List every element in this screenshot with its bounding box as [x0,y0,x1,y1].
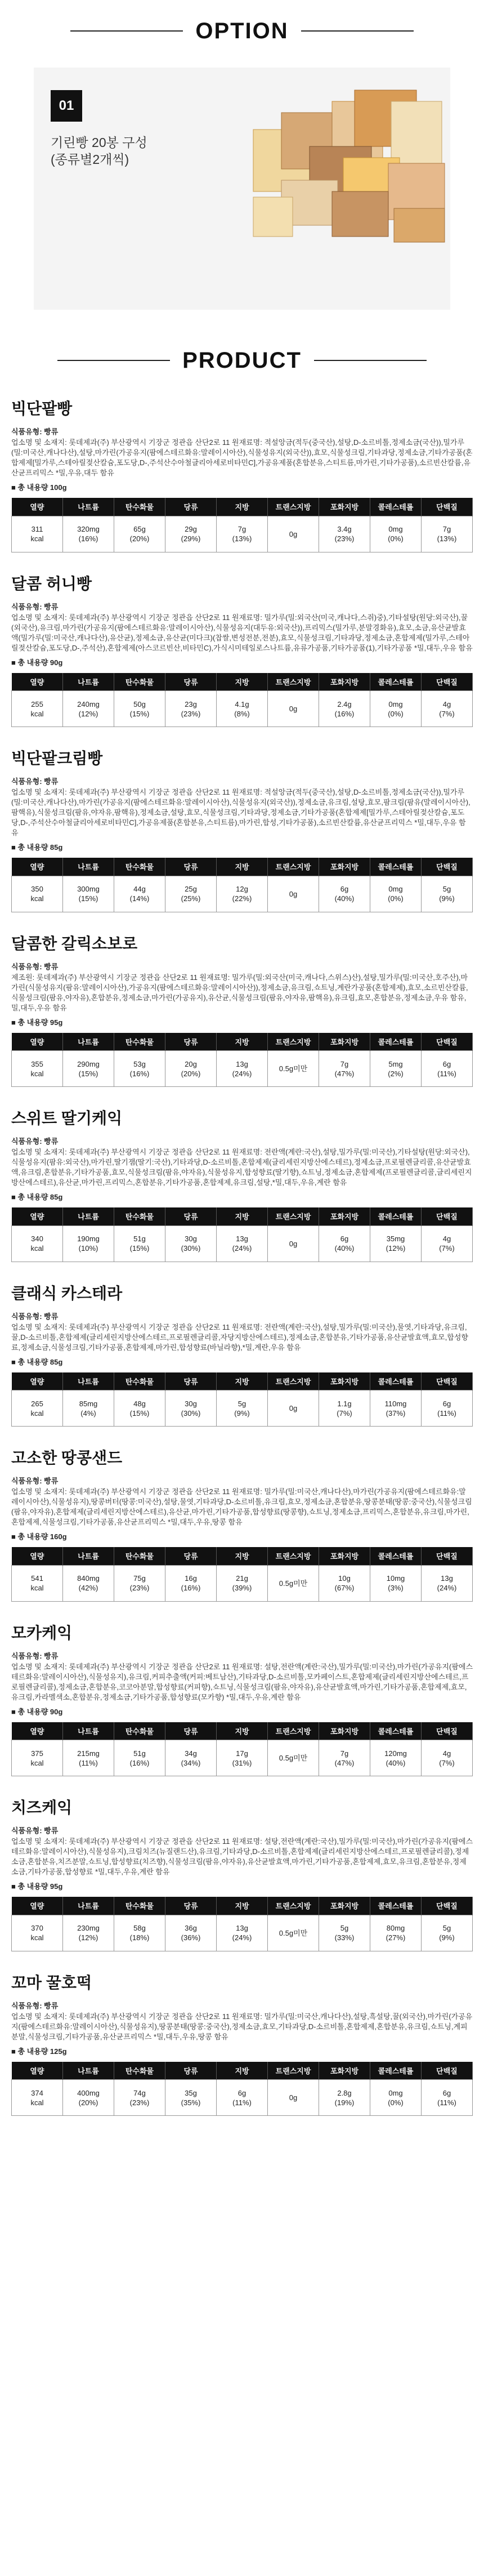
nutrition-header-cell: 당류 [165,673,217,691]
nutrition-value-cell: 110mg (37%) [370,1390,422,1427]
nutrition-value-cell: 0g [268,2080,319,2116]
nutrition-header-cell: 열량 [12,1897,63,1915]
net-weight [11,1356,473,1367]
nutrition-value-cell: 75g (23%) [114,1565,165,1601]
nutrition-value-cell: 290mg (15%) [63,1051,114,1087]
nutrition-value-row [12,2080,473,2116]
ingredients-text: 업소명 및 소재지: 롯데제과(주) 부산광역시 기장군 정관읍 산단2로 11 원재료명: 전란액(계란:국산),설탕,밀가루(밀:미국산),물엿,기타과당,유크림,꿀,D-소르비톨,혼합제제(글리세린지방산에스테르,프로필렌글리콜,자당지방산에스테르),정제소금,혼합분유,기타가공품,유산균발효액,효모,합성향료,정제소금,식물성크림,기타가공품,혼합제제,마가린,합성향료(바닐라향),*밀,계란,우유 함유 [11,1322,468,1352]
product-block [0,572,484,728]
net-weight [11,841,473,852]
nutrition-table [11,1207,473,1262]
product-title: PRODUCT [182,347,302,373]
nutrition-value-cell: 255 kcal [12,691,63,727]
nutrition-value-cell: 6g (11%) [422,1390,473,1427]
nutrition-header-cell: 당류 [165,2062,217,2080]
nutrition-header-cell: 열량 [12,1722,63,1740]
nutrition-header-cell: 단백질 [422,858,473,876]
nutrition-header-cell: 트랜스지방 [268,1897,319,1915]
nutrition-header-cell: 콜레스테롤 [370,1372,422,1390]
nutrition-value-row [12,691,473,727]
nutrition-value-cell: 0mg (0%) [370,691,422,727]
nutrition-header-cell: 지방 [217,1372,268,1390]
nutrition-header-cell: 지방 [217,1033,268,1051]
nutrition-value-cell: 44g (14%) [114,876,165,912]
nutrition-value-cell: 400mg (20%) [63,2080,114,2116]
nutrition-value-cell: 34g (34%) [165,1740,217,1776]
title-divider-right [301,30,414,32]
nutrition-value-cell: 23g (23%) [165,691,217,727]
nutrition-header-row [12,1033,473,1051]
nutrition-value-cell: 2.4g (16%) [319,691,370,727]
product-block [0,1795,484,1951]
option-line-1: 기린빵 20봉 구성 [51,135,147,150]
nutrition-value-cell: 50g (15%) [114,691,165,727]
nutrition-header-cell: 지방 [217,1897,268,1915]
nutrition-header-cell: 콜레스테롤 [370,1207,422,1225]
nutrition-value-cell: 35mg (12%) [370,1225,422,1262]
nutrition-header-cell: 트랜스지방 [268,1722,319,1740]
nutrition-value-cell: 6g (11%) [217,2080,268,2116]
net-weight [11,1880,473,1891]
nutrition-value-row [12,876,473,912]
ingredients-text: 업소명 및 소재지: 롯데제과(주) 부산광역시 기장군 정관읍 산단2로 11 원재료명: 설탕,전란액(계란:국산),밀가루(밀:미국산),마가린(가공유지(팜에스테르화유:말레이시아산),식물성유지),크림치즈(뉴질랜드산),유크림,기타과당,D-소르비톨,혼합제제(글리세린지방산에스테르,프로필렌글리콜),정제소금,혼합분유,치즈분말,쇼트닝,합성향료(치즈향),식물성크림(팜유,야자유),유산균발효액,마가린,기타가공품,혼합제제,효모,유크림,혼합분유,정제소금,기타가공품,합성향료 *밀,대두,우유,계란 함유 [11,1837,473,1876]
ingredients-text: 업소명 및 소재지: 롯데제과(주) 부산광역시 기장군 정관읍 산단2로 11 원재료명: 밀가루(밀:외국산(미국,캐나다,스쥐)중),기타설탕(원당:외국산),꿀(외국산),유크림,마가린(가공유지(팜에스테르화유:말레이시아산),식물성유지(대두유:외국산)),프리믹스(밀가루,분말경화유),효모,소금,유산균발효액(밀가루(밀:미국산,캐나다산),유산균),정제소금,유산균(미다크)(찹쌀,변성전분,전분),효모,식물성크림,기타과당,정제소금,혼합제제(밀가루,스테아릴젖산칼슘,포도당,D-,주석산),혼합제제(아스코르빈산,비타민C),가식시미테일로스나트륨,유류가공품,기타가공품(1),기타가공품 *밀,대두,우유 함유 [11,613,473,652]
net-weight-text: 총 내용량 85g [17,1193,63,1201]
nutrition-header-cell: 탄수화물 [114,1722,165,1740]
nutrition-header-cell: 트랜스지방 [268,673,319,691]
nutrition-header-cell: 열량 [12,1207,63,1225]
nutrition-header-cell: 탄수화물 [114,1897,165,1915]
nutrition-header-cell: 당류 [165,1547,217,1565]
nutrition-header-cell: 나트륨 [63,1372,114,1390]
food-type: 식품유형: 빵류 [11,1477,59,1485]
nutrition-value-cell: 6g (40%) [319,876,370,912]
nutrition-value-cell: 0.5g미만 [268,1565,319,1601]
nutrition-header-cell: 탄수화물 [114,1547,165,1565]
nutrition-value-cell: 215mg (11%) [63,1740,114,1776]
nutrition-value-cell: 36g (36%) [165,1915,217,1951]
product-name: 달콤 허니빵 [11,574,92,592]
nutrition-header-cell: 단백질 [422,1722,473,1740]
food-type: 식품유형: 빵류 [11,777,59,786]
nutrition-value-cell: 0.5g미만 [268,1915,319,1951]
nutrition-value-cell: 840mg (42%) [63,1565,114,1601]
product-name: 모카케익 [11,1624,73,1642]
nutrition-value-cell: 58g (18%) [114,1915,165,1951]
food-type: 식품유형: 빵류 [11,962,59,971]
nutrition-header-cell: 열량 [12,2062,63,2080]
nutrition-value-cell: 0g [268,516,319,552]
net-weight-text: 총 내용량 85g [17,843,63,852]
product-name: 빅단팥빵 [11,400,73,417]
nutrition-value-row [12,1915,473,1951]
ingredients-text: 업소명 및 소재지: 롯데제과(주) 부산광역시 기장군 정관읍 산단2로 11 원재료명: 밀가루(밀:미국산,캐나다산),설탕,흑설탕,꿀(외국산),마가린(가공유지(팜에스테르화유:말레이시아산),식물성유지),땅콩분태(땅콩:중국산),정제소금,효모,기타과당,D-소르비톨,혼합제제,혼합분유,유크림,쇼트닝,계피분말,식물성크림,기타가공품,유산균프리믹스 *밀,대두,우유,땅콩 함유 [11,2012,473,2041]
nutrition-header-cell: 포화지방 [319,1372,370,1390]
nutrition-header-cell: 단백질 [422,2062,473,2080]
nutrition-header-cell: 지방 [217,673,268,691]
nutrition-header-cell: 콜레스테롤 [370,1897,422,1915]
net-weight-text: 총 내용량 85g [17,1357,63,1366]
nutrition-value-cell: 0g [268,1225,319,1262]
nutrition-header-cell: 콜레스테롤 [370,2062,422,2080]
nutrition-value-cell: 0.5g미만 [268,1051,319,1087]
net-weight-text: 총 내용량 125g [17,2047,67,2056]
nutrition-header-cell: 콜레스테롤 [370,1033,422,1051]
nutrition-header-cell: 열량 [12,498,63,516]
nutrition-header-cell: 포화지방 [319,1033,370,1051]
nutrition-value-cell: 340 kcal [12,1225,63,1262]
product-block [0,932,484,1088]
nutrition-header-row [12,1547,473,1565]
nutrition-table [11,2062,473,2116]
nutrition-header-cell: 당류 [165,498,217,516]
product-name: 스위트 딸기케익 [11,1109,123,1127]
nutrition-header-cell: 열량 [12,1372,63,1390]
nutrition-value-cell: 375 kcal [12,1740,63,1776]
product-block [0,396,484,552]
net-weight [11,657,473,667]
food-type: 식품유형: 빵류 [11,427,59,436]
nutrition-header-cell: 포화지방 [319,673,370,691]
product-block [0,746,484,912]
net-weight [11,482,473,492]
nutrition-value-cell: 13g (24%) [217,1225,268,1262]
net-weight-text: 총 내용량 90g [17,658,63,667]
nutrition-value-cell: 374 kcal [12,2080,63,2116]
nutrition-header-cell: 트랜스지방 [268,1547,319,1565]
nutrition-header-cell: 포화지방 [319,498,370,516]
nutrition-header-row [12,1372,473,1390]
nutrition-value-cell: 5g (33%) [319,1915,370,1951]
nutrition-header-cell: 나트륨 [63,1207,114,1225]
nutrition-header-row [12,498,473,516]
nutrition-value-cell: 350 kcal [12,876,63,912]
nutrition-header-cell: 탄수화물 [114,673,165,691]
nutrition-header-cell: 콜레스테롤 [370,1547,422,1565]
nutrition-value-cell: 30g (30%) [165,1390,217,1427]
product-block [0,1106,484,1262]
nutrition-value-cell: 5g (9%) [217,1390,268,1427]
nutrition-value-cell: 25g (25%) [165,876,217,912]
option-title: OPTION [195,18,289,43]
option-card [34,68,450,310]
nutrition-header-row [12,673,473,691]
net-weight [11,1191,473,1202]
product-list [0,396,484,2116]
nutrition-value-cell: 355 kcal [12,1051,63,1087]
nutrition-value-cell: 10mg (3%) [370,1565,422,1601]
nutrition-value-row [12,1051,473,1087]
nutrition-header-cell: 지방 [217,1722,268,1740]
nutrition-value-cell: 5g (9%) [422,876,473,912]
bullet-icon: ■ [11,1532,18,1541]
nutrition-header-cell: 포화지방 [319,858,370,876]
nutrition-header-cell: 포화지방 [319,1897,370,1915]
net-weight-text: 총 내용량 160g [17,1532,67,1541]
nutrition-header-cell: 당류 [165,1033,217,1051]
nutrition-value-cell: 30g (30%) [165,1225,217,1262]
option-number-badge: 01 [51,90,82,122]
nutrition-value-cell: 0g [268,691,319,727]
nutrition-value-cell: 6g (11%) [422,1051,473,1087]
nutrition-header-cell: 포화지방 [319,1722,370,1740]
product-block [0,1281,484,1427]
nutrition-header-cell: 트랜스지방 [268,1372,319,1390]
bullet-icon: ■ [11,658,18,667]
nutrition-header-cell: 트랜스지방 [268,858,319,876]
nutrition-value-cell: 80mg (27%) [370,1915,422,1951]
nutrition-header-row [12,2062,473,2080]
nutrition-value-cell: 0mg (0%) [370,876,422,912]
net-weight-text: 총 내용량 95g [17,1882,63,1891]
nutrition-header-cell: 단백질 [422,1897,473,1915]
nutrition-header-cell: 지방 [217,498,268,516]
ingredients-text: 제조원: 롯데제과(주) 부산광역시 기장군 정관읍 산단2로 11 원재료명: 밀가루(밀:외국산(미국,캐나다,스위스)산),설탕,밀가루(밀:미국산,호주산),마가린(식물성유지(팜유:말레이시아산),가공유지(팜에스테르화유:말레이시아산)),정제소금,유크림,쇼트닝,계란가공품(혼합제제),효모,소르빈산칼륨,식물성크림(팜유,야자유),혼합분유,정제소금,마가린(가공유지),유산균,식물성크림(팜유,야자유,팜핵유),유크림,효모,혼합분유,정제소금,우유 함유,밀,대두,우유 함유 [11,973,468,1012]
nutrition-value-cell: 29g (29%) [165,516,217,552]
nutrition-value-cell: 4g (7%) [422,1225,473,1262]
product-name: 빅단팥크림빵 [11,750,103,767]
nutrition-value-row [12,1390,473,1427]
product-block [0,1971,484,2116]
nutrition-header-row [12,1722,473,1740]
nutrition-header-cell: 나트륨 [63,1722,114,1740]
nutrition-header-cell: 나트륨 [63,858,114,876]
nutrition-value-cell: 20g (20%) [165,1051,217,1087]
product-package-image [248,79,456,248]
nutrition-value-cell: 6g (11%) [422,2080,473,2116]
nutrition-header-cell: 당류 [165,1372,217,1390]
nutrition-header-cell: 열량 [12,1033,63,1051]
bullet-icon: ■ [11,1707,18,1716]
nutrition-value-cell: 4g (7%) [422,691,473,727]
ingredients-text: 업소명 및 소재지: 롯데제과(주) 부산광역시 기장군 정관읍 산단2로 11 원재료명: 밀가루(밀:미국산,캐나다산),마가린(가공유지(팜에스테르화유:말레이시아산),식물성유지),땅콩버터(땅콩:미국산),설탕,물엿,기타과당,D-소르비톨,유크림,효모,정제소금,혼합분유,땅콩분태(땅콩:중국산),식물성크림(팜유,야자유),혼합제제(글리세린지방산에스테르),유산균,마가린,기타가공품,합성향료(땅콩향),쇼트닝,정제소금,프리믹스,혼합분유,유크림,마가린,혼합제제,식물성크림,기타가공품,유산균프리믹스 *밀,대두,우유,땅콩 함유 [11,1487,472,1526]
title-divider-right [314,360,427,361]
nutrition-header-cell: 당류 [165,858,217,876]
ingredients-text: 업소명 및 소재지: 롯데제과(주) 부산광역시 기장군 정관읍 산단2로 11 원재료명: 적설앙금(적두(중국산),설탕,D-소르비톨,정제소금(국산)),밀가루(밀:미국산,캐나다산),마가린(가공유지(팜에스테르화유:말레이시아산),식물성유지(외국산)),정제소금,유크림,설탕,효모,팜크림(팜유(말레이시아산),팜핵유),식물성크림(팜유,야자유,팜핵유),정제소금,설탕,효모,식물성크림,기타과당,정제소금,기타가공품(혼합제제[밀가루,스테아릴젖산칼슘,포도당,D-,주석산수아철글리아세로비타민C],가공유제품(혼합분유,스티트름),마가린,합성,기타가공품),소르빈산칼륨,유산균프리믹스 *밀,대두,우유 함유 [11,788,470,837]
bullet-icon: ■ [11,1193,18,1201]
nutrition-value-cell: 300mg (15%) [63,876,114,912]
food-type: 식품유형: 빵류 [11,2001,59,2010]
nutrition-header-cell: 단백질 [422,498,473,516]
nutrition-value-cell: 48g (15%) [114,1390,165,1427]
nutrition-value-cell: 16g (16%) [165,1565,217,1601]
product-name: 꼬마 꿀호떡 [11,1973,92,1991]
nutrition-header-cell: 나트륨 [63,1033,114,1051]
nutrition-value-cell: 5g (9%) [422,1915,473,1951]
nutrition-table [11,1372,473,1427]
nutrition-header-cell: 트랜스지방 [268,498,319,516]
nutrition-header-cell: 단백질 [422,1207,473,1225]
nutrition-header-cell: 트랜스지방 [268,2062,319,2080]
nutrition-value-cell: 1.1g (7%) [319,1390,370,1427]
nutrition-header-cell: 지방 [217,1547,268,1565]
nutrition-header-cell: 열량 [12,673,63,691]
nutrition-value-cell: 13g (24%) [217,1915,268,1951]
nutrition-table [11,858,473,912]
nutrition-value-cell: 190mg (10%) [63,1225,114,1262]
nutrition-value-cell: 240mg (12%) [63,691,114,727]
bullet-icon: ■ [11,843,18,852]
nutrition-value-row [12,1740,473,1776]
nutrition-header-cell: 열량 [12,1547,63,1565]
product-name: 치즈케익 [11,1799,73,1816]
nutrition-table [11,1897,473,1951]
nutrition-value-cell: 5mg (2%) [370,1051,422,1087]
option-line-2: (종류별2개씩) [51,152,129,167]
net-weight-text: 총 내용량 90g [17,1707,63,1716]
nutrition-value-cell: 0g [268,876,319,912]
nutrition-value-cell: 0.5g미만 [268,1740,319,1776]
nutrition-value-cell: 120mg (40%) [370,1740,422,1776]
nutrition-value-row [12,1565,473,1601]
option-description [51,134,147,168]
nutrition-header-cell: 열량 [12,858,63,876]
nutrition-header-row [12,1897,473,1915]
food-type: 식품유형: 빵류 [11,1826,59,1835]
food-type: 식품유형: 빵류 [11,602,59,611]
product-name: 클래식 카스테라 [11,1284,123,1302]
nutrition-value-cell: 4g (7%) [422,1740,473,1776]
nutrition-value-cell: 370 kcal [12,1915,63,1951]
ingredients-text: 업소명 및 소재지: 롯데제과(주) 부산광역시 기장군 정관읍 산단2로 11 원재료명: 설탕,전란액(계란:국산),밀가루(밀:미국산),마가린(가공유지(팜에스테르화유:말레이시아산),식물성유지),유크림,커피추출액(커피:베트남산),기타과당,D-소르비톨,모카페이스트,혼합제제(글리세린지방산에스테르,프로필렌글리콜),정제소금,혼합분유,코코아분말,합성향료(커피향),쇼트닝,식물성크림(팜유,야자유),유산균발효액,마가린,기타가공품,혼합제제,효모,유크림,카라멜색소,혼합분유,정제소금,기타가공품,합성향료(모카향) *밀,대두,우유,계란 함유 [11,1662,473,1701]
product-name: 달콤한 갈릭소보로 [11,934,138,952]
nutrition-value-cell: 13g (24%) [422,1565,473,1601]
nutrition-header-cell: 나트륨 [63,1897,114,1915]
nutrition-header-cell: 나트륨 [63,1547,114,1565]
nutrition-value-cell: 21g (39%) [217,1565,268,1601]
ingredients-text: 업소명 및 소재지: 롯데제과(주) 부산광역시 기장군 정관읍 산단2로 11 원재료명: 전란액(계란:국산),설탕,밀가루(밀:미국산),기타설탕(원당:외국산),식물성유지(팜유:외국산),마가린,딸기잼(딸기:국산),기타과당,D-소르비톨,혼합제제(글리세린지방산에스테르),정제소금,프로필렌글리콜,유산균발효액,유크림,혼합분유,기타가공품,효모,식물성크림(팜유,야자유),식물성유지,합성향료(딸기향),쇼트닝,정제소금,혼합제제(프로필렌글리콜,글리세린지방산에스테르),유산균,마가린,프리믹스,혼합분유,기타가공품,혼합제제,유크림,설탕,*밀,대두,우유,계란 함유 [11,1148,472,1187]
bullet-icon: ■ [11,1018,18,1027]
nutrition-header-cell: 단백질 [422,1372,473,1390]
bullet-icon: ■ [11,1882,18,1891]
net-weight-text: 총 내용량 100g [17,483,67,492]
nutrition-value-row [12,516,473,552]
nutrition-header-cell: 지방 [217,1207,268,1225]
nutrition-header-cell: 당류 [165,1722,217,1740]
nutrition-value-cell: 230mg (12%) [63,1915,114,1951]
nutrition-value-cell: 311 kcal [12,516,63,552]
net-weight [11,1706,473,1717]
nutrition-value-cell: 265 kcal [12,1390,63,1427]
nutrition-header-cell: 탄수화물 [114,858,165,876]
nutrition-header-cell: 당류 [165,1897,217,1915]
food-type: 식품유형: 빵류 [11,1651,59,1660]
nutrition-header-cell: 탄수화물 [114,498,165,516]
product-name: 고소한 땅콩샌드 [11,1449,123,1467]
nutrition-header-row [12,858,473,876]
nutrition-value-cell: 10g (67%) [319,1565,370,1601]
nutrition-value-cell: 4.1g (8%) [217,691,268,727]
nutrition-value-cell: 74g (23%) [114,2080,165,2116]
nutrition-header-cell: 나트륨 [63,673,114,691]
nutrition-value-cell: 65g (20%) [114,516,165,552]
nutrition-header-cell: 탄수화물 [114,1372,165,1390]
nutrition-value-cell: 6g (40%) [319,1225,370,1262]
net-weight [11,2045,473,2056]
net-weight-text: 총 내용량 95g [17,1018,63,1027]
nutrition-header-cell: 탄수화물 [114,2062,165,2080]
bullet-icon: ■ [11,2047,18,2056]
nutrition-value-cell: 0mg (0%) [370,2080,422,2116]
nutrition-header-cell: 포화지방 [319,1207,370,1225]
nutrition-value-cell: 13g (24%) [217,1051,268,1087]
product-block [0,1446,484,1602]
nutrition-value-cell: 12g (22%) [217,876,268,912]
nutrition-header-cell: 나트륨 [63,498,114,516]
nutrition-header-cell: 콜레스테롤 [370,673,422,691]
nutrition-value-cell: 2.8g (19%) [319,2080,370,2116]
nutrition-header-cell: 탄수화물 [114,1033,165,1051]
product-block [0,1621,484,1777]
nutrition-value-cell: 7g (13%) [422,516,473,552]
nutrition-value-row [12,1225,473,1262]
nutrition-header-cell: 단백질 [422,673,473,691]
bullet-icon: ■ [11,1357,18,1366]
food-type: 식품유형: 빵류 [11,1312,59,1321]
nutrition-table [11,1722,473,1777]
nutrition-value-cell: 17g (31%) [217,1740,268,1776]
nutrition-header-cell: 트랜스지방 [268,1033,319,1051]
nutrition-header-cell: 탄수화물 [114,1207,165,1225]
nutrition-table [11,1547,473,1602]
nutrition-header-cell: 콜레스테롤 [370,1722,422,1740]
nutrition-header-cell: 포화지방 [319,2062,370,2080]
nutrition-value-cell: 35g (35%) [165,2080,217,2116]
nutrition-header-cell: 콜레스테롤 [370,858,422,876]
net-weight [11,1531,473,1541]
ingredients-text: 업소명 및 소재지: 롯데제과(주) 부산광역시 기장군 정관읍 산단2로 11 원재료명: 적설앙금(적두(중국산),설탕,D-소르비톨,정제소금(국산)),밀가루(밀:미국산,캐나다산),설탕,마가린(가공유지(팜에스테르화유:말레이시아산),식물성유지(외국산)),효모,식물성크림,기타과당,정제소금,기타가공품(혼합제제[밀가루,스테아릴젖산칼슘,포도당,D-,주석산수아철글리아세로비타민C],가공유제품(혼합분유,스티트름,마가린,기타가공품),소르빈산칼륨,유산균프리믹스 *밀,우유,대두 함유 [11,438,473,477]
nutrition-value-cell: 0g [268,1390,319,1427]
nutrition-header-cell: 콜레스테롤 [370,498,422,516]
nutrition-value-cell: 0mg (0%) [370,516,422,552]
food-type: 식품유형: 빵류 [11,1137,59,1146]
nutrition-header-row [12,1207,473,1225]
nutrition-table [11,1033,473,1088]
option-section-title [0,0,484,62]
nutrition-header-cell: 당류 [165,1207,217,1225]
nutrition-header-cell: 지방 [217,2062,268,2080]
nutrition-header-cell: 포화지방 [319,1547,370,1565]
nutrition-table [11,673,473,728]
nutrition-value-cell: 85mg (4%) [63,1390,114,1427]
nutrition-value-cell: 3.4g (23%) [319,516,370,552]
nutrition-header-cell: 지방 [217,858,268,876]
nutrition-value-cell: 7g (47%) [319,1051,370,1087]
nutrition-value-cell: 320mg (16%) [63,516,114,552]
nutrition-table [11,498,473,552]
nutrition-value-cell: 51g (15%) [114,1225,165,1262]
title-divider-left [57,360,170,361]
bullet-icon: ■ [11,483,18,492]
nutrition-header-cell: 나트륨 [63,2062,114,2080]
nutrition-value-cell: 541 kcal [12,1565,63,1601]
nutrition-header-cell: 트랜스지방 [268,1207,319,1225]
net-weight [11,1017,473,1027]
title-divider-left [70,30,183,32]
nutrition-header-cell: 단백질 [422,1547,473,1565]
product-section-title [0,344,484,377]
nutrition-header-cell: 단백질 [422,1033,473,1051]
nutrition-value-cell: 51g (16%) [114,1740,165,1776]
nutrition-value-cell: 53g (16%) [114,1051,165,1087]
nutrition-value-cell: 7g (13%) [217,516,268,552]
nutrition-value-cell: 7g (47%) [319,1740,370,1776]
